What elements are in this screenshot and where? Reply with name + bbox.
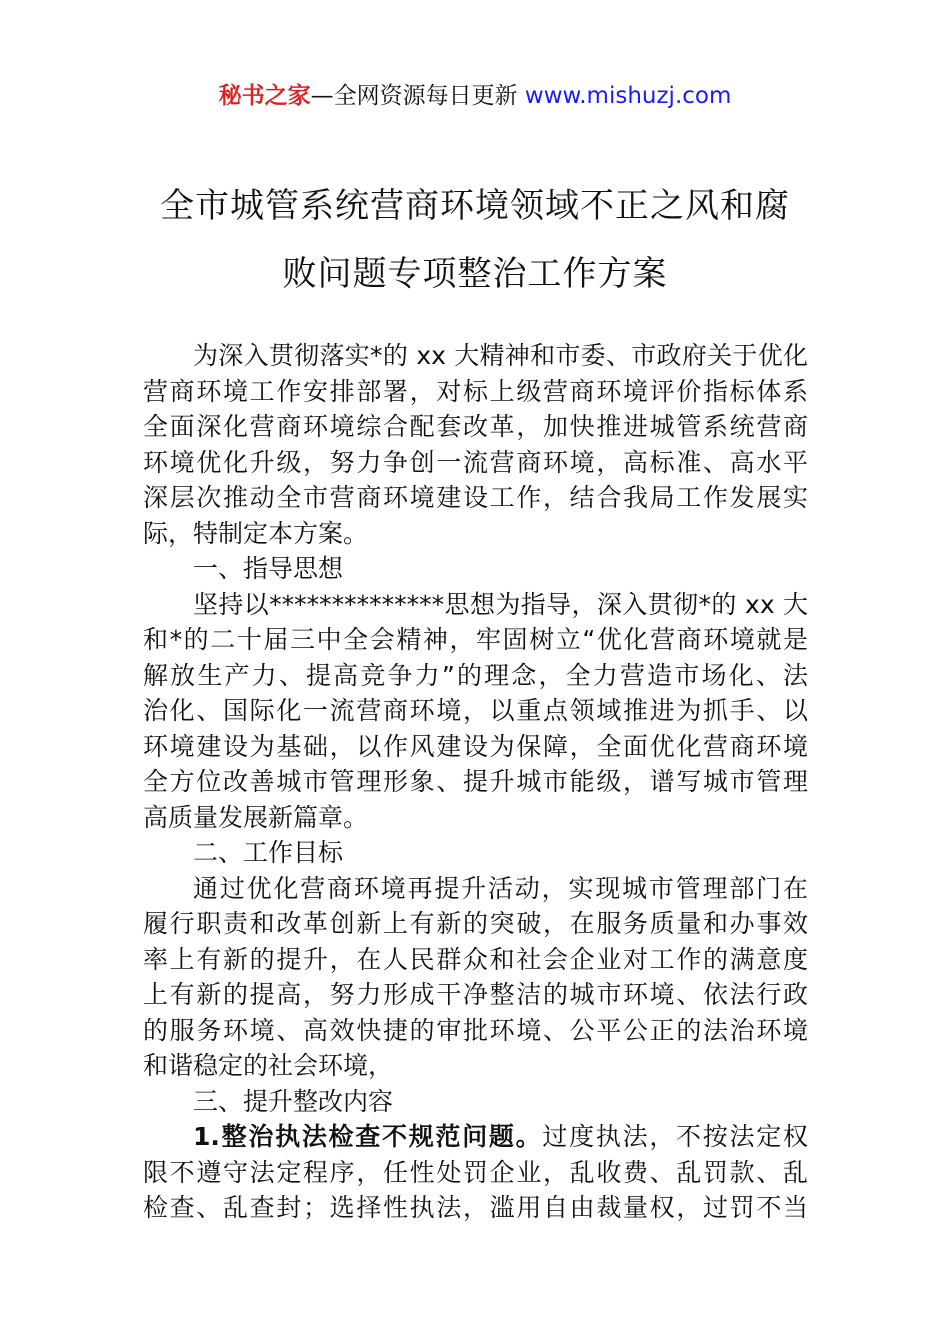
text-line: 治化、国际化一流营商环境，以重点领域推进为抓手、以: [143, 696, 808, 725]
text-line: 高质量发展新篇章。: [143, 802, 369, 832]
text-line: 环境建设为基础，以作风建设为保障，全面优化营商环境: [143, 731, 808, 761]
text-line: 和谐稳定的社会环境，: [143, 1051, 394, 1080]
text-line: 限不遵守法定程序，任性处罚企业，乱收费、乱罚款、乱: [143, 1157, 808, 1187]
text-line: 际，特制定本方案。: [143, 518, 369, 548]
header-brand: 秘书之家: [218, 83, 311, 109]
paragraph-intro: [143, 338, 808, 551]
page-header: [0, 80, 950, 112]
text-line: 履行职责和改革创新上有新的突破，在服务质量和办事效: [143, 909, 808, 938]
text-line: 和*的二十届三中全会精神，牢固树立“优化营商环境就是: [143, 625, 808, 654]
text-line: 全面深化营商环境综合配套改革，加快推进城管系统营商: [143, 412, 808, 441]
title-line-2: 败问题专项整治工作方案: [282, 254, 668, 294]
header-tagline: —全网资源每日更新: [310, 83, 525, 109]
text-line: 营商环境工作安排部署，对标上级营商环境评价指标体系: [143, 376, 808, 406]
text-line: 上有新的提高，努力形成干净整洁的城市环境、依法行政: [143, 980, 808, 1009]
text-line: 解放生产力、提高竞争力”的理念，全力营造市场化、法: [143, 660, 808, 690]
section-heading-1: 一、指导思想: [193, 554, 344, 583]
paragraph-work-goals: [143, 871, 808, 1084]
document-body: [143, 338, 808, 1226]
title-line-1: 全市城管系统营商环境领域不正之风和腐: [160, 186, 790, 226]
text-line: 环境优化升级，努力争创一流营商环境，高标准、高水平: [143, 447, 808, 477]
section-heading-3: 三、提升整改内容: [193, 1086, 394, 1116]
text-line: 率上有新的提升，在人民群众和社会企业对工作的满意度: [143, 944, 808, 974]
text-line: 通过优化营商环境再提升活动，实现城市管理部门在: [193, 873, 808, 903]
section-heading-2: 二、工作目标: [193, 838, 344, 867]
text-line: 坚持以**************思想为指导，深入贯彻*的 xx 大: [193, 589, 808, 619]
paragraph-guiding-thought: [143, 587, 808, 836]
header-site-link[interactable]: www.mishuzj.com: [524, 83, 732, 109]
text-line: 为深入贯彻落实*的 xx 大精神和市委、市政府关于优化: [193, 341, 808, 370]
text-line: 检查、乱查封；选择性执法，滥用自由裁量权，过罚不当: [143, 1193, 808, 1222]
text-line: 全方位改善城市管理形象、提升城市能级，谱写城市管理: [143, 767, 808, 796]
text-line: [143, 1119, 808, 1155]
text-line: 深层次推动全市营商环境建设工作，结合我局工作发展实: [143, 483, 808, 512]
paragraph-item-1: [143, 1119, 808, 1226]
item-1-title: 1.整治执法检查不规范问题。: [193, 1122, 543, 1151]
text-line: 的服务环境、高效快捷的审批环境、公平公正的法治环境: [143, 1015, 808, 1045]
document-title: [60, 172, 890, 308]
item-1-text: 过度执法，不按法定权: [542, 1122, 808, 1151]
